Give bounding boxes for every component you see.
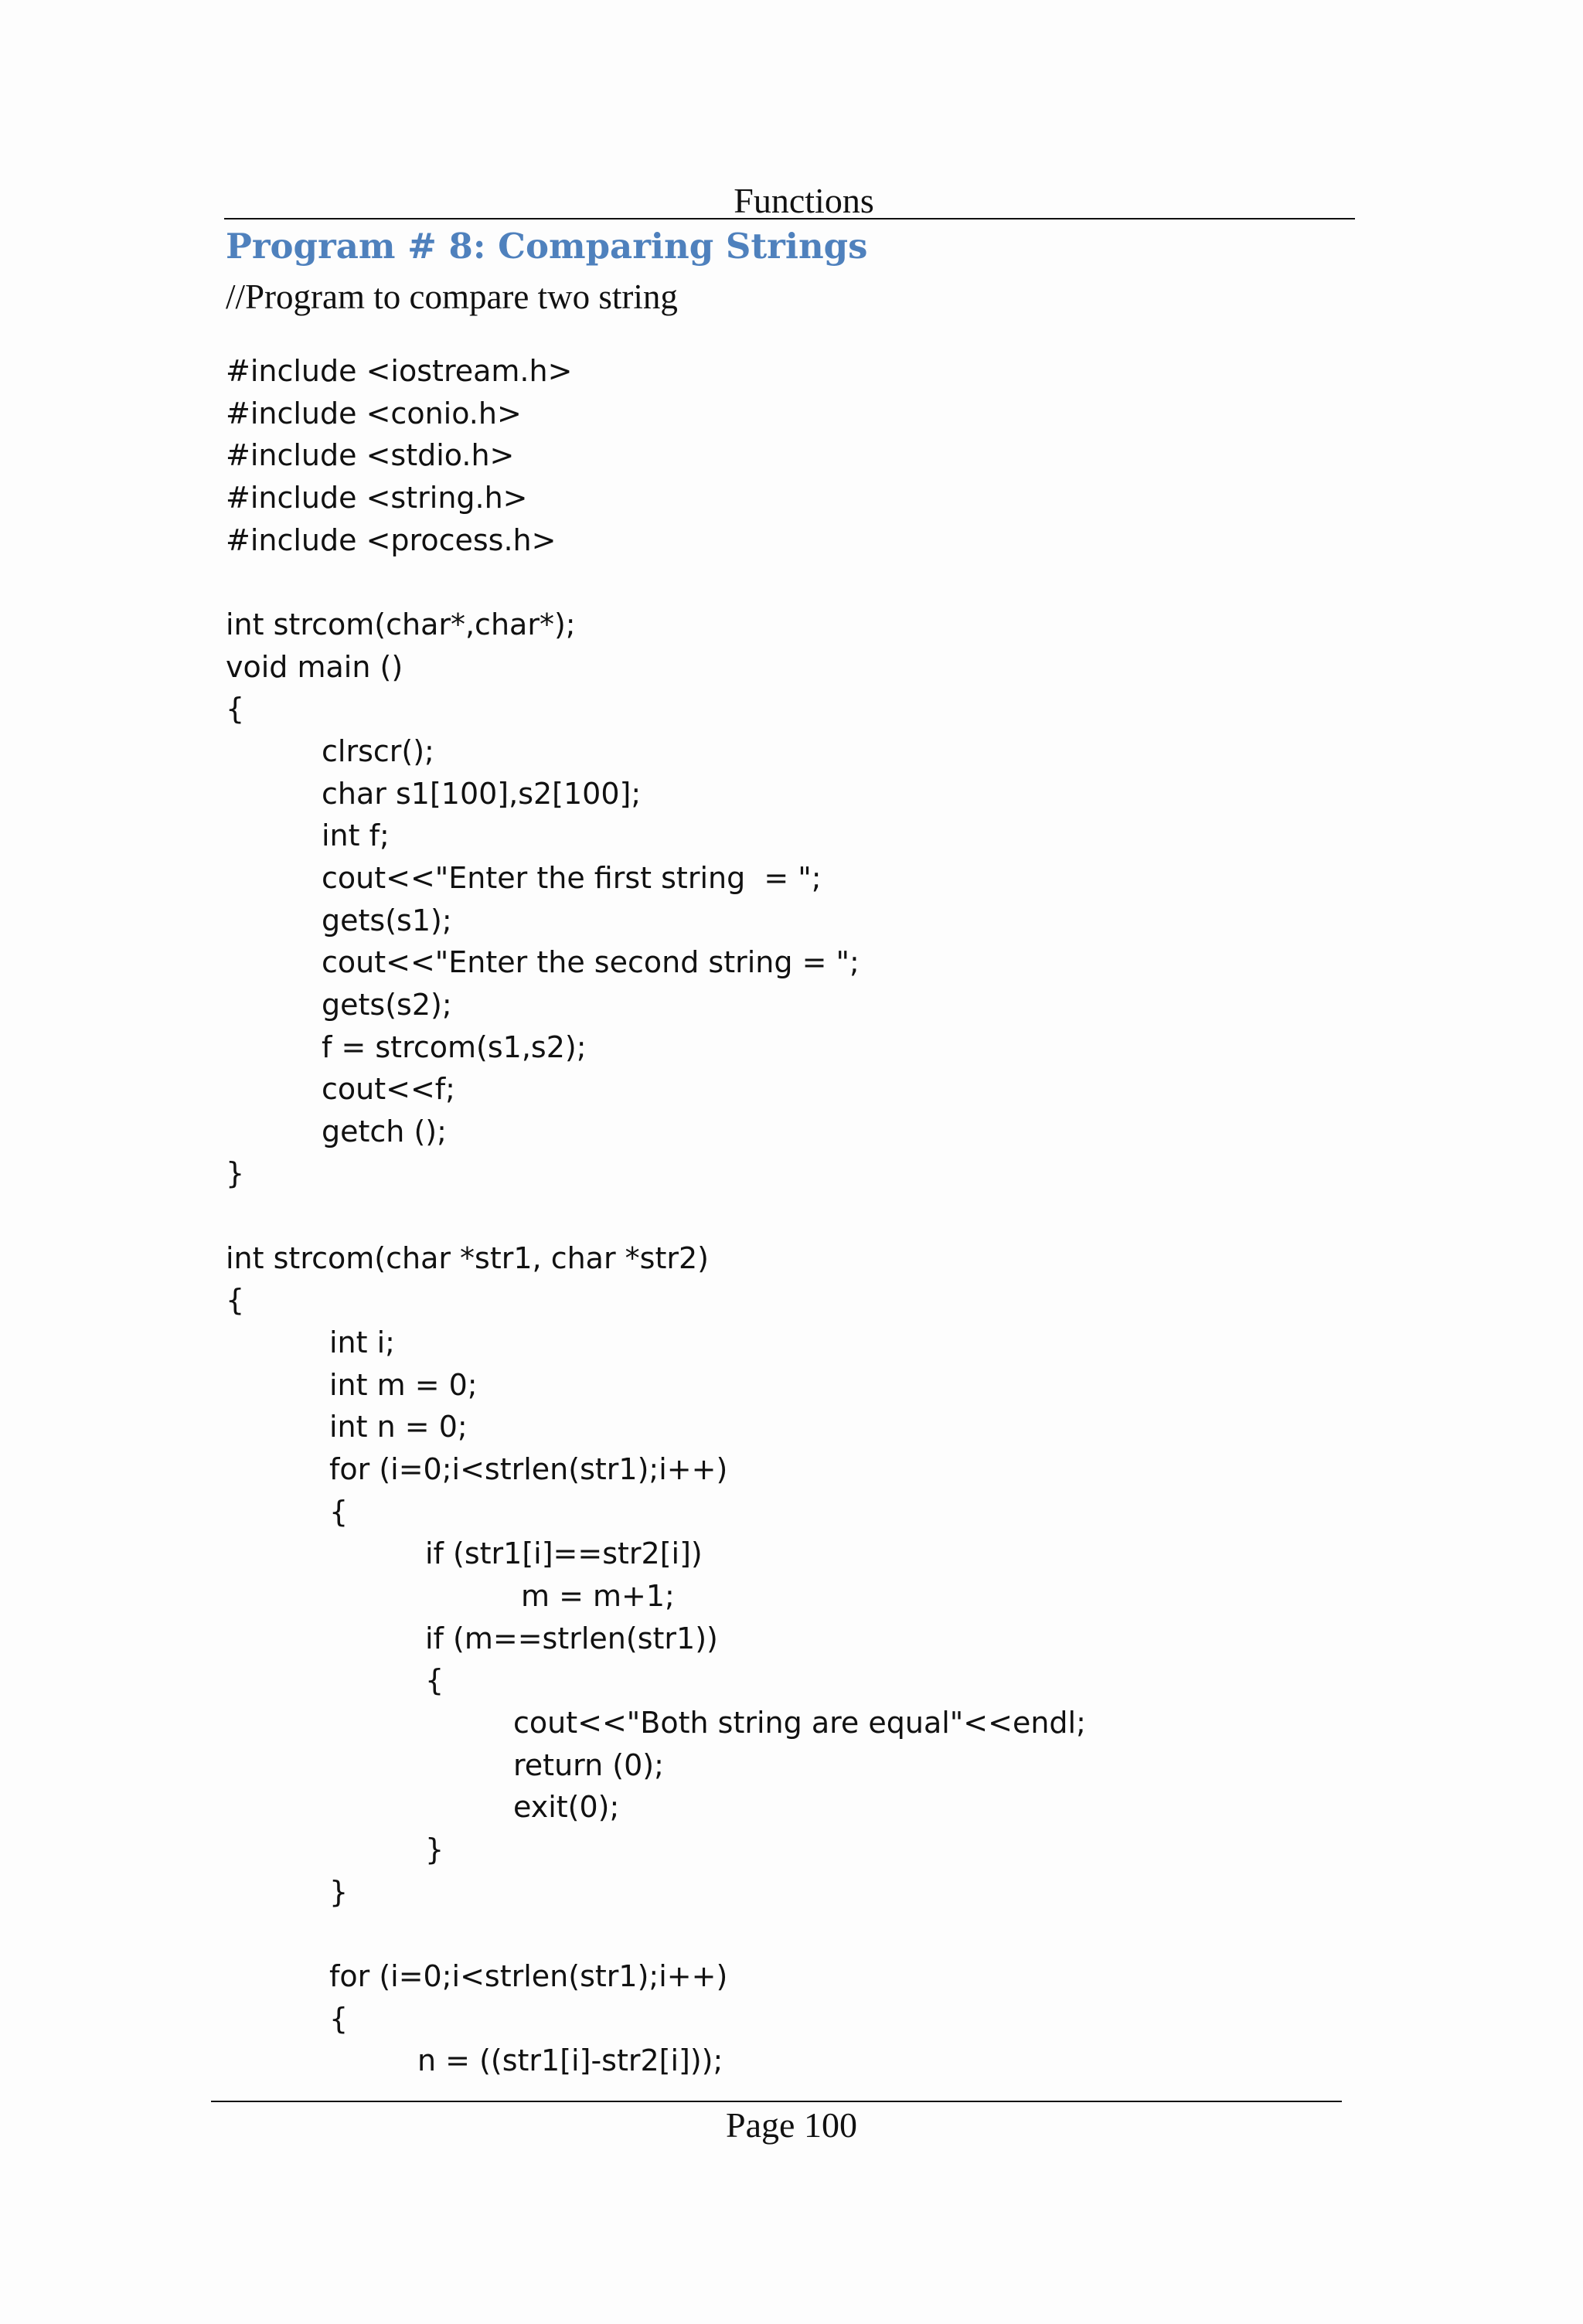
program-title: Program # 8: Comparing Strings <box>226 226 868 267</box>
code-line-text: { <box>425 1663 444 1698</box>
code-line-text: cout<<"Both string are equal"<<endl; <box>513 1706 1086 1740</box>
code-line-text: { <box>226 1283 245 1318</box>
code-line-text: } <box>425 1832 444 1866</box>
running-header: Functions <box>734 181 874 220</box>
code-line-text: #include <stdio.h> <box>226 438 515 473</box>
code-line-text: char s1[100],s2[100]; <box>322 776 642 811</box>
code-line-text: #include <string.h> <box>226 480 528 515</box>
code-line-text: int strcom(char*,char*); <box>226 607 576 641</box>
code-line-text: int n = 0; <box>329 1410 468 1444</box>
page-number: Page 100 <box>726 2105 857 2145</box>
code-line-text: if (str1[i]==str2[i]) <box>425 1536 703 1571</box>
code-line-text: } <box>226 1156 245 1191</box>
code-line-text: exit(0); <box>513 1790 620 1825</box>
code-line-text: for (i=0;i<strlen(str1);i++) <box>329 1958 728 1993</box>
code-line-text: int f; <box>322 818 390 853</box>
code-line-text: f = strcom(s1,s2); <box>322 1029 587 1064</box>
code-line-text: clrscr(); <box>322 733 434 768</box>
code-line-text: for (i=0;i<strlen(str1);i++) <box>329 1452 728 1487</box>
code-line-text: int strcom(char *str1, char *str2) <box>226 1240 709 1275</box>
code-line-text: { <box>329 2001 349 2036</box>
code-line-text: return (0); <box>513 1747 664 1782</box>
code-line-text: void main () <box>226 649 403 684</box>
program-comment: //Program to compare two string <box>226 277 678 316</box>
code-line-text: cout<<"Enter the first string = "; <box>322 860 822 895</box>
code-line-text: n = ((str1[i]-str2[i])); <box>417 2043 723 2078</box>
code-line-text: int m = 0; <box>329 1367 478 1402</box>
code-line-text: { <box>226 692 245 726</box>
code-line-text: #include <conio.h> <box>226 396 522 430</box>
code-line-text: m = m+1; <box>521 1579 675 1614</box>
code-line-text: gets(s2); <box>322 987 452 1022</box>
code-line-text: cout<<"Enter the second string = "; <box>322 945 860 980</box>
code-line-text: int i; <box>329 1325 395 1360</box>
code-line-text: getch (); <box>322 1114 447 1148</box>
code-line-text: { <box>329 1494 349 1529</box>
code-line-text: if (m==strlen(str1)) <box>425 1621 718 1655</box>
code-line-text: #include <iostream.h> <box>226 354 573 388</box>
code-line-text: #include <process.h> <box>226 522 557 557</box>
code-line-text: gets(s1); <box>322 903 452 937</box>
header-rule <box>224 218 1355 219</box>
code-line-text: cout<<f; <box>322 1072 455 1107</box>
code-line-text: } <box>329 1874 349 1909</box>
